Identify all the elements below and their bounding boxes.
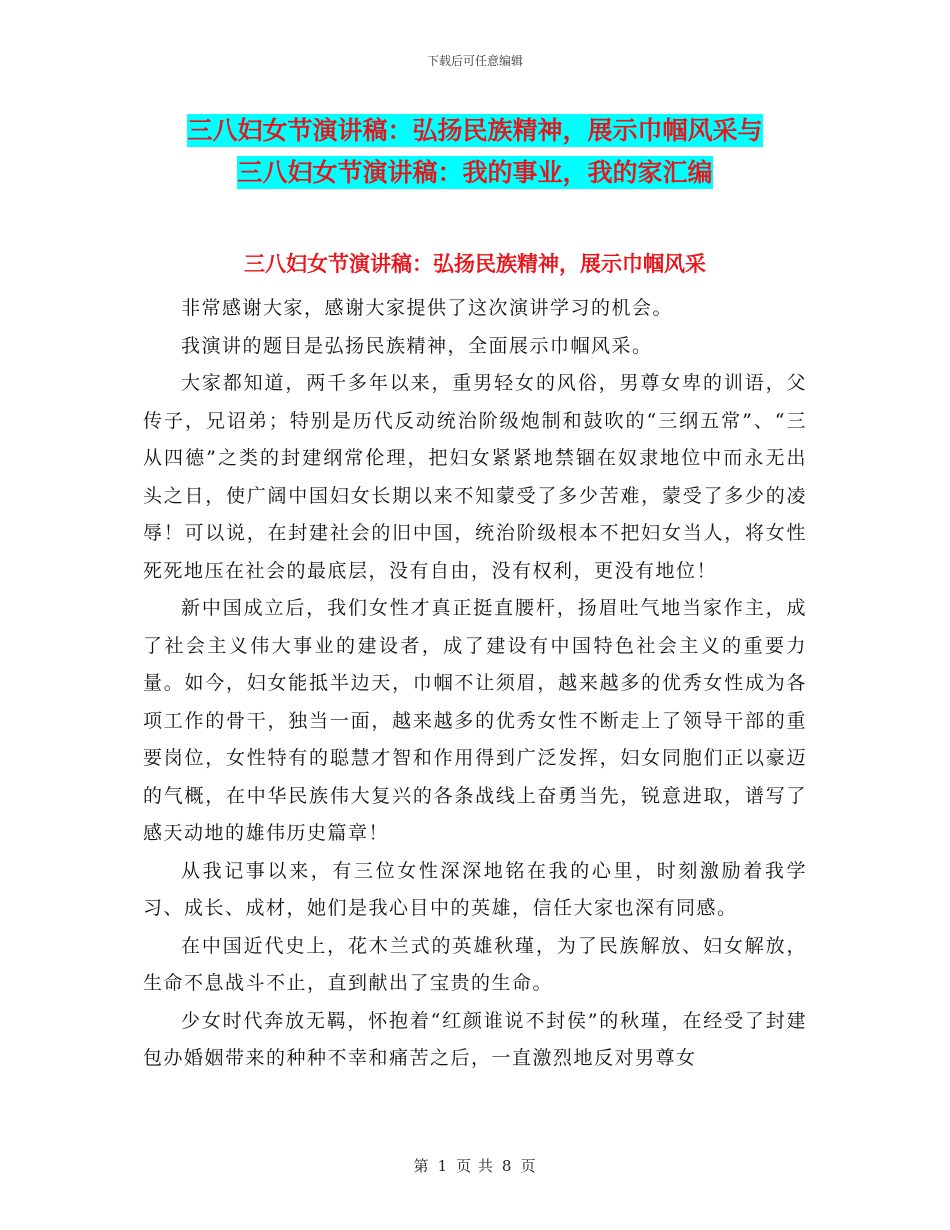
- body-text: [143, 290, 807, 1078]
- paragraph: 在中国近代史上，花木兰式的英雄秋瑾，为了民族解放、妇女解放，生命不息战斗不止，直到献出了宝贵的生命。: [143, 934, 807, 994]
- page-number: 1: [437, 1157, 449, 1175]
- footer-prefix: 第: [413, 1157, 430, 1175]
- paragraph: 大家都知道，两千多年以来，重男轻女的风俗，男尊女卑的训语，父传子，兄诏弟；特别是历代反动统治阶级炮制和鼓吹的“三纲五常”、“三从四德”之类的封建纲常伦理，把妇女紧紧地禁锢在奴隶地位中而永无出头之日，使广阔中国妇女长期以来不知蒙受了多少苦难，蒙受了多少的凌辱！可以说，在封建社会的旧中国，统治阶级根本不把妇女当人，将女性死死地压在社会的最底层，没有自由，没有权利，更没有地位！: [143, 372, 807, 582]
- title-line-2: 三八妇女节演讲稿：我的事业，我的家汇编: [237, 158, 713, 187]
- total-pages: 8: [501, 1157, 513, 1175]
- paragraph: 从我记事以来，有三位女性深深地铭在我的心里，时刻激励着我学习、成长、成材，她们是我心目中的英雄，信任大家也深有同感。: [143, 859, 807, 919]
- title-line-1: 三八妇女节演讲稿：弘扬民族精神，展示巾帼风采与: [187, 116, 763, 145]
- paragraph: 少女时代奔放无羁，怀抱着“红颜谁说不封侯”的秋瑾，在经受了封建包办婚姻带来的种种不幸和痛苦之后，一直激烈地反对男尊女: [143, 1009, 807, 1069]
- paragraph: 我演讲的题目是弘扬民族精神，全面展示巾帼风采。: [181, 334, 653, 357]
- header-note: 下载后可任意编辑: [426, 54, 523, 68]
- paragraph: 新中国成立后，我们女性才真正挺直腰杆，扬眉吐气地当家作主，成了社会主义伟大事业的建设者，成了建设有中国特色社会主义的重要力量。如今，妇女能抵半边天，巾帼不让须眉，越来越多的优秀女性成为各项工作的骨干，独当一面，越来越多的优秀女性不断走上了领导干部的重要岗位，女性特有的聪慧才智和作用得到广泛发挥，妇女同胞们正以豪迈的气概，在中华民族伟大复兴的各条战线上奋勇当先，锐意进取，谱写了感天动地的雄伟历史篇章！: [143, 597, 807, 844]
- footer-middle: 页 共: [456, 1157, 494, 1175]
- document-title: [0, 110, 950, 194]
- page-footer: [0, 1155, 950, 1176]
- footer-suffix: 页: [520, 1157, 537, 1175]
- paragraph: 非常感谢大家，感谢大家提供了这次演讲学习的机会。: [181, 297, 674, 319]
- section-title: 三八妇女节演讲稿：弘扬民族精神，展示巾帼风采: [244, 252, 706, 276]
